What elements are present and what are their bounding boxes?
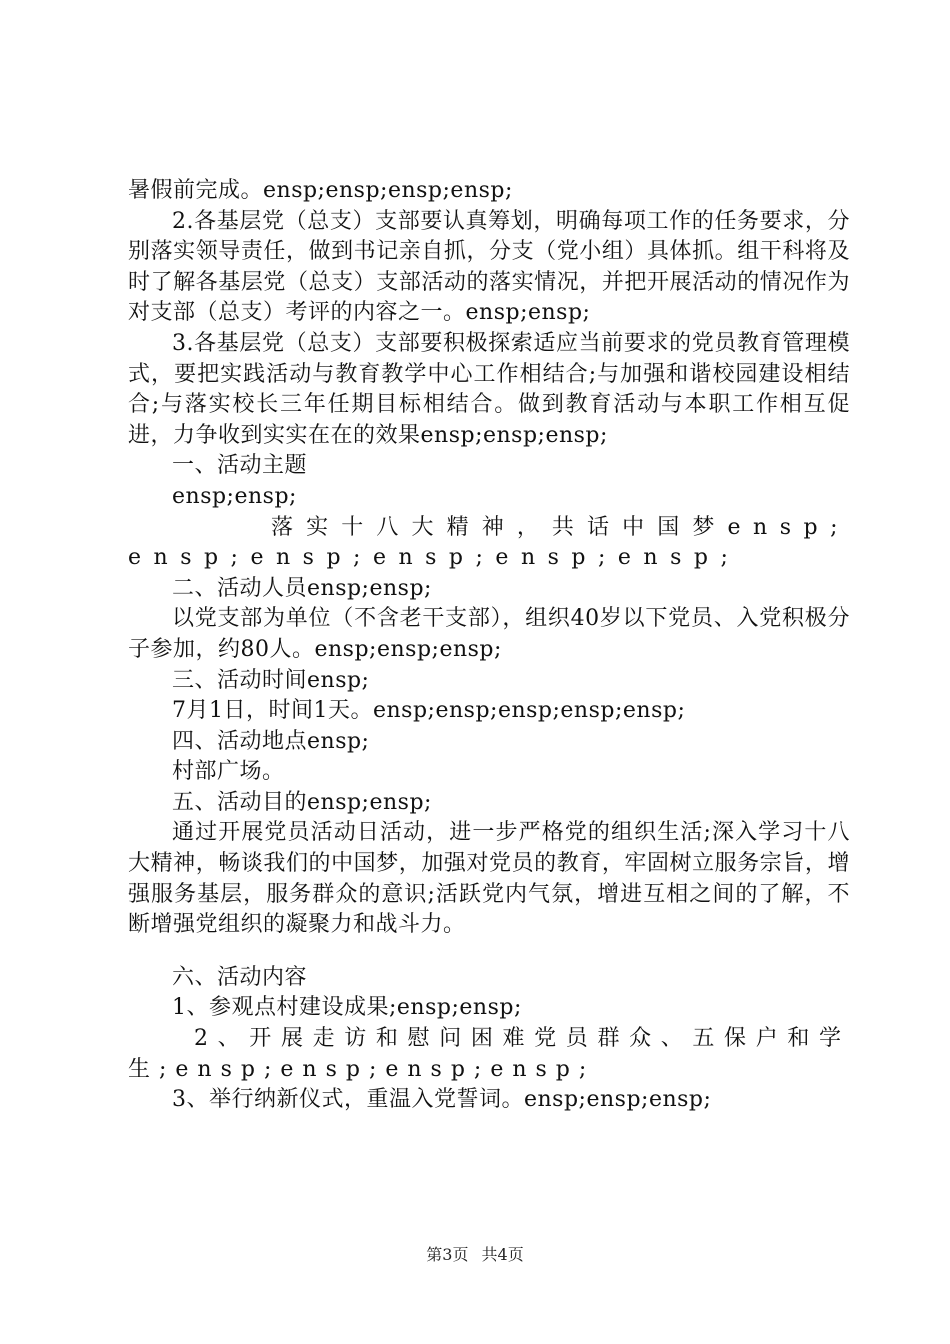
heading-activity-theme: 一、活动主题 xyxy=(172,453,308,479)
heading-activity-content: 六、活动内容 xyxy=(172,964,308,990)
paragraph-time: 7月1日，时间1天。ensp;ensp;ensp;ensp;ensp; xyxy=(172,698,686,724)
paragraph-item-2: 2.各基层党（总支）支部要认真筹划，明确每项工作的任务要求，分别落实领导责任，做到书记亲自抓，分支（党小组）具体抓。组干科将及时了解各基层党（总支）支部活动的落实情况，并把开展活动的情况作为对支部（总支）考评的内容之一。ensp;ensp; xyxy=(128,208,850,326)
page-footer xyxy=(0,1242,950,1265)
paragraph-location: 村部广场。 xyxy=(172,759,285,785)
paragraph-theme-text: 落实十八大精神，共话中国梦ensp;ensp;ensp;ensp;ensp;ensp; xyxy=(128,514,850,571)
document-body xyxy=(128,176,850,1116)
paragraph-summer-completion: 暑假前完成。ensp;ensp;ensp;ensp; xyxy=(128,178,513,203)
heading-activity-location: 四、活动地点ensp; xyxy=(172,728,370,754)
heading-activity-participants: 二、活动人员ensp;ensp; xyxy=(172,575,432,601)
paragraph-participants: 以党支部为单位（不含老干支部），组织40岁以下党员、入党积极分子参加，约80人。ensp;ensp;ensp; xyxy=(128,606,850,662)
page-number-current: 第3页 xyxy=(426,1245,469,1264)
paragraph-purpose: 通过开展党员活动日活动，进一步严格党的组织生活;深入学习十八大精神，畅谈我们的中国梦，加强对党员的教育，牢固树立服务宗旨，增强服务基层，服务群众的意识;活跃党内气氛，增进互相之间的了解，不断增强党组织的凝聚力和战斗力。 xyxy=(128,820,850,938)
heading-activity-purpose: 五、活动目的ensp;ensp; xyxy=(172,789,432,815)
heading-activity-time: 三、活动时间ensp; xyxy=(172,667,370,693)
paragraph-gap xyxy=(128,941,850,963)
page-number-total: 共4页 xyxy=(481,1245,524,1264)
paragraph-theme-spacer: ensp;ensp; xyxy=(172,483,297,509)
paragraph-item-3: 3.各基层党（总支）支部要积极探索适应当前要求的党员教育管理模式，要把实践活动与教育教学中心工作相结合;与加强和谐校园建设相结合;与落实校长三年任期目标相结合。做到教育活动与本职工作相互促进，力争收到实实在在的效果ensp;ensp;ensp; xyxy=(128,330,850,448)
paragraph-content-3: 3、举行纳新仪式，重温入党誓词。ensp;ensp;ensp; xyxy=(172,1087,712,1113)
paragraph-content-2: 2、开展走访和慰问困难党员群众、五保户和学生;ensp;ensp;ensp;ensp; xyxy=(128,1026,850,1082)
paragraph-content-1: 1、参观点村建设成果;ensp;ensp; xyxy=(172,995,522,1021)
